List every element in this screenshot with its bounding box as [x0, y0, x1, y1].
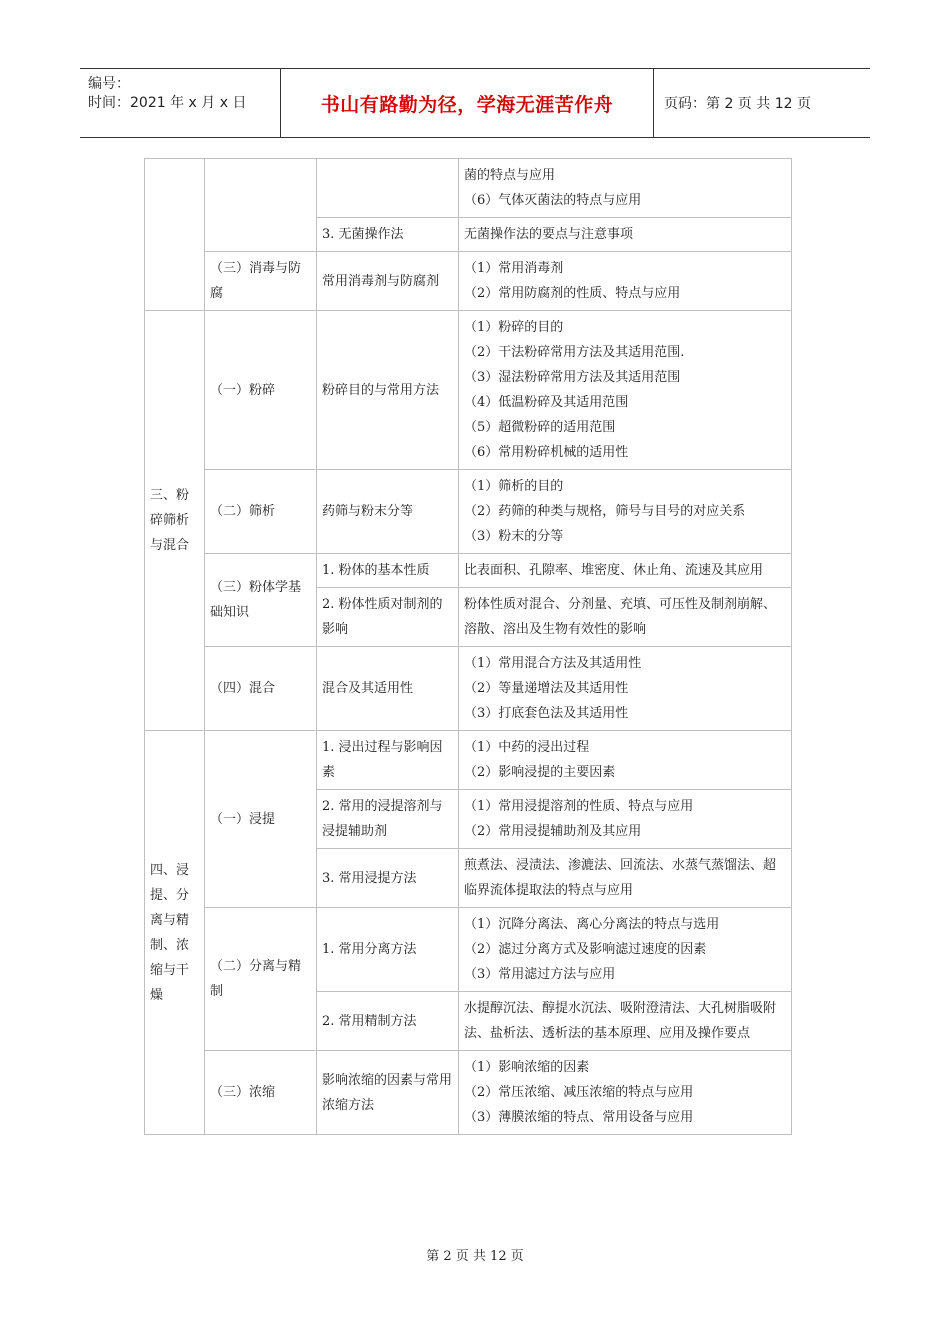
content-line: （2）药筛的种类与规格，筛号与目号的对应关系	[464, 504, 746, 519]
content-cell: 粉体性质对混合、分剂量、充填、可压性及制剂崩解、溶散、溶出及生物有效性的影响	[459, 588, 792, 647]
content-line: （1）中药的浸出过程	[464, 740, 590, 755]
section-cell: （四）混合	[205, 647, 317, 731]
group-cell	[145, 159, 205, 311]
content-cell	[459, 252, 792, 311]
section-cell: （三）消毒与防腐	[205, 252, 317, 311]
item-cell: 3. 无菌操作法	[317, 218, 459, 252]
content-line: （5）超微粉碎的适用范围	[464, 420, 616, 435]
content-line: （1）常用消毒剂	[464, 261, 564, 276]
content-line: （1）影响浓缩的因素	[464, 1060, 590, 1075]
content-line: （2）常压浓缩、减压浓缩的特点与应用	[464, 1085, 694, 1100]
content-cell: 水提醇沉法、醇提水沉法、吸附澄清法、大孔树脂吸附法、盐析法、透析法的基本原理、应用及操作要点	[459, 992, 792, 1051]
table-row	[145, 252, 792, 311]
number-label: 编号：	[88, 76, 130, 92]
section-cell: （二）分离与精制	[205, 908, 317, 1051]
content-line: （6）气体灭菌法的特点与应用	[464, 193, 642, 208]
table-row	[145, 731, 792, 790]
item-cell: 混合及其适用性	[317, 647, 459, 731]
content-cell	[459, 470, 792, 554]
content-line: （3）粉末的分等	[464, 529, 564, 544]
item-cell: 影响浓缩的因素与常用浓缩方法	[317, 1051, 459, 1135]
content-line: （2）等量递增法及其适用性	[464, 681, 629, 696]
section-cell	[205, 159, 317, 252]
content-cell	[459, 790, 792, 849]
content-line: （1）筛析的目的	[464, 479, 564, 494]
table-row	[145, 908, 792, 992]
content-cell: 比表面积、孔隙率、堆密度、休止角、流速及其应用	[459, 554, 792, 588]
content-cell	[459, 311, 792, 470]
section-cell: （二）筛析	[205, 470, 317, 554]
item-cell: 2. 粉体性质对制剂的影响	[317, 588, 459, 647]
content-line: 菌的特点与应用	[464, 168, 556, 183]
table-row	[145, 1051, 792, 1135]
content-cell	[459, 731, 792, 790]
content-line: 无菌操作法的要点与注意事项	[464, 227, 634, 242]
content-line: （2）干法粉碎常用方法及其适用范围.	[464, 345, 685, 360]
table-row	[145, 647, 792, 731]
content-line: （2）常用防腐剂的性质、特点与应用	[464, 286, 681, 301]
syllabus-table	[144, 158, 792, 1135]
content-line: （3）打底套色法及其适用性	[464, 706, 629, 721]
content-line: （3）常用滤过方法与应用	[464, 967, 616, 982]
section-cell: （一）粉碎	[205, 311, 317, 470]
content-cell: 煎煮法、浸渍法、渗漉法、回流法、水蒸气蒸馏法、超临界流体提取法的特点与应用	[459, 849, 792, 908]
group-cell: 三、粉碎筛析与混合	[145, 311, 205, 731]
item-cell	[317, 159, 459, 218]
content-cell	[459, 159, 792, 218]
item-cell: 粉碎目的与常用方法	[317, 311, 459, 470]
content-line: （1）常用浸提溶剂的性质、特点与应用	[464, 799, 694, 814]
content-line: （3）湿法粉碎常用方法及其适用范围	[464, 370, 681, 385]
header-meta	[80, 69, 281, 137]
page-header	[80, 68, 870, 138]
header-motto-cell	[281, 69, 654, 137]
table-row	[145, 554, 792, 588]
item-cell: 2. 常用精制方法	[317, 992, 459, 1051]
section-cell: （三）浓缩	[205, 1051, 317, 1135]
group-cell: 四、浸提、分离与精制、浓缩与干燥	[145, 731, 205, 1135]
content-line: （1）常用混合方法及其适用性	[464, 656, 642, 671]
content-line: （1）粉碎的目的	[464, 320, 564, 335]
time-label: 时间：2021 年 x 月 x 日	[88, 95, 247, 111]
table-row	[145, 159, 792, 218]
content-cell	[459, 218, 792, 252]
page-footer: 第 2 页 共 12 页	[426, 1249, 524, 1264]
item-cell: 药筛与粉末分等	[317, 470, 459, 554]
item-cell: 1. 粉体的基本性质	[317, 554, 459, 588]
section-cell: （一）浸提	[205, 731, 317, 908]
item-cell: 常用消毒剂与防腐剂	[317, 252, 459, 311]
table-row	[145, 311, 792, 470]
content-line: （2）常用浸提辅助剂及其应用	[464, 824, 642, 839]
content-cell	[459, 908, 792, 992]
content-line: （2）滤过分离方式及影响滤过速度的因素	[464, 942, 707, 957]
content-line: （3）薄膜浓缩的特点、常用设备与应用	[464, 1110, 694, 1125]
item-cell: 1. 浸出过程与影响因素	[317, 731, 459, 790]
content-line: （4）低温粉碎及其适用范围	[464, 395, 629, 410]
page-info: 页码：第 2 页 共 12 页	[664, 96, 811, 112]
item-cell: 3. 常用浸提方法	[317, 849, 459, 908]
table-row	[145, 470, 792, 554]
item-cell: 2. 常用的浸提溶剂与浸提辅助剂	[317, 790, 459, 849]
content-line: （1）沉降分离法、离心分离法的特点与选用	[464, 917, 720, 932]
content-cell	[459, 1051, 792, 1135]
content-line: （2）影响浸提的主要因素	[464, 765, 616, 780]
motto: 书山有路勤为径，学海无涯苦作舟	[320, 93, 614, 116]
content-cell	[459, 647, 792, 731]
content-line: （6）常用粉碎机械的适用性	[464, 445, 629, 460]
section-cell: （三）粉体学基础知识	[205, 554, 317, 647]
item-cell: 1. 常用分离方法	[317, 908, 459, 992]
